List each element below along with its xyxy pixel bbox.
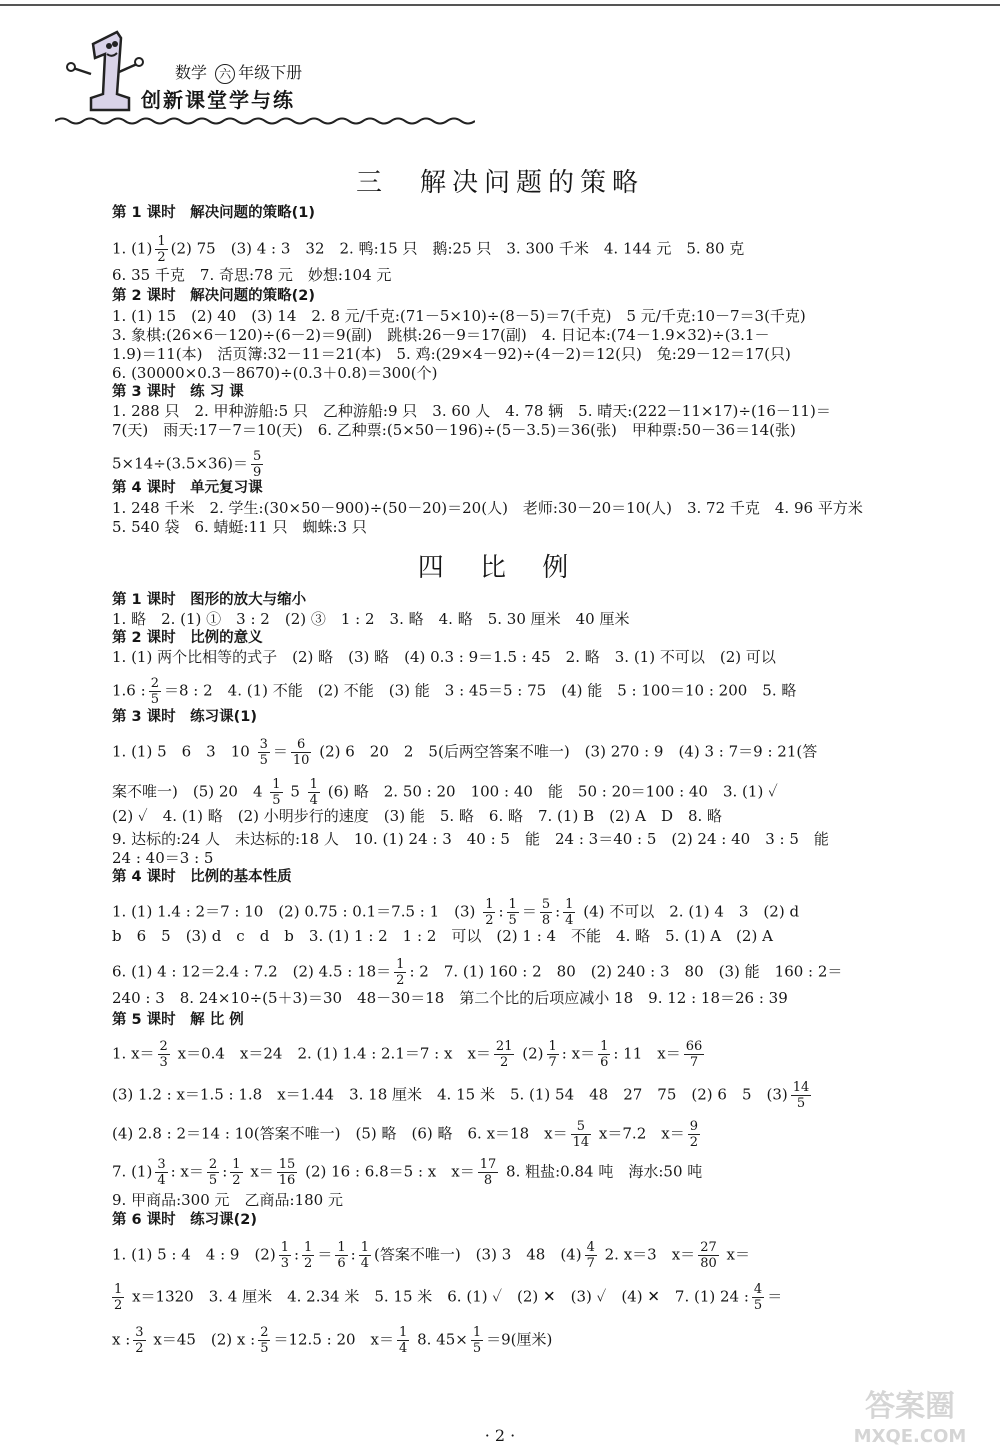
denominator: 5 xyxy=(796,1096,806,1111)
lesson-heading: 第 4 课时 单元复习课 xyxy=(112,480,263,496)
answer-text: ＝ xyxy=(272,742,288,761)
numerator: 1 xyxy=(360,1240,369,1255)
numerator: 3 xyxy=(135,1325,144,1340)
answer-text: 1. (1) xyxy=(112,239,153,258)
answer-text: 1. x＝ xyxy=(112,1044,155,1063)
numerator: 2 xyxy=(150,676,159,691)
answer-text: x＝ xyxy=(250,1162,274,1181)
answer-text: 1.6 : xyxy=(112,681,146,700)
answer-text: 1. (1) 1.4 : 2＝7 : 10 (2) 0.75 : 0.1＝7.5 : 1 (3) xyxy=(112,902,476,921)
numerator: 66 xyxy=(685,1039,703,1054)
numerator: 5 xyxy=(252,449,262,464)
answer-text: : 2 7. (1) 160 : 2 80 (2) 240 : 3 80 (3) 能 160 : 2＝ xyxy=(409,962,843,981)
denominator: 2 xyxy=(135,1341,144,1356)
numerator: 9 xyxy=(689,1119,698,1134)
fraction xyxy=(291,737,312,768)
answer-line: 5. 540 袋 6. 蜻蜓:11 只 蜘蛛:3 只 xyxy=(112,518,367,536)
answer-text: (2) xyxy=(522,1044,544,1063)
answer-line xyxy=(112,777,778,808)
fraction xyxy=(155,1157,167,1188)
numerator: 17 xyxy=(479,1157,497,1172)
numerator: 1 xyxy=(600,1039,609,1054)
fraction xyxy=(585,1240,597,1271)
lesson-heading: 第 3 课时 练 习 课 xyxy=(112,384,244,400)
answer-line xyxy=(112,1039,707,1070)
fraction xyxy=(752,1282,764,1313)
watermark-main: 答案圈 xyxy=(865,1389,955,1424)
answer-line xyxy=(112,234,744,265)
fraction xyxy=(478,1157,499,1188)
numerator: 1 xyxy=(232,1157,241,1172)
denominator: 2 xyxy=(304,1256,313,1271)
denominator: 16 xyxy=(278,1173,296,1188)
denominator: 4 xyxy=(157,1173,166,1188)
answer-line: 7(天) 雨天:17－7＝10(天) 6. 乙种票:(5×50－196)÷(5－3.5)＝36(张) 甲种票:50－36＝14(张) xyxy=(112,421,796,439)
answer-text: ＝ xyxy=(767,1287,783,1306)
answer-line: 1. 288 只 2. 甲种游船:5 只 乙种游船:9 只 3. 60 人 4. 78 辆 5. 晴天:(222－11×17)÷(16－11)＝ xyxy=(112,402,831,420)
top-rule xyxy=(0,4,1000,6)
answer-line xyxy=(112,1157,702,1188)
denominator: 4 xyxy=(565,913,574,928)
subject-grade-line xyxy=(175,60,302,84)
answer-text: x＝1320 3. 4 厘米 4. 2.34 米 5. 15 米 6. (1) ✓ (2) ✕ (3) ✓ (4) ✕ 7. (1) 24 : xyxy=(132,1287,749,1306)
answer-line: 1.9)＝11(本) 活页簿:32－11＝21(本) 5. 鸡:(29×4－92)÷(4－2)＝12(只) 兔:29－12＝17(只) xyxy=(112,345,791,363)
numerator: 6 xyxy=(291,737,312,753)
numerator: 2 xyxy=(208,1157,218,1172)
answer-text: : xyxy=(555,902,561,921)
answer-line: 1. 248 千米 2. 学生:(30×50－900)÷(50－20)＝20(人) 老师:30－20＝10(人) 3. 72 千克 4. 96 平方米 xyxy=(112,499,863,517)
denominator: 3 xyxy=(159,1055,168,1070)
lesson-heading: 第 6 课时 练习课(2) xyxy=(112,1212,258,1228)
answer-text: 5×14÷(3.5×36)＝ xyxy=(112,454,248,473)
numerator: 21 xyxy=(495,1039,513,1054)
denominator: 5 xyxy=(150,692,159,707)
denominator: 5 xyxy=(272,793,281,808)
fraction xyxy=(335,1240,347,1271)
wave-divider xyxy=(55,116,475,126)
answer-text: : 11 x＝ xyxy=(613,1044,681,1063)
denominator: 8 xyxy=(541,913,551,928)
numerator: 5 xyxy=(571,1119,592,1135)
numerator: 1 xyxy=(337,1240,346,1255)
numerator: 1 xyxy=(280,1240,289,1255)
fraction xyxy=(698,1240,719,1271)
answer-text: 1. (1) 5 6 3 10 xyxy=(112,742,250,761)
answer-line: b 6 5 (3) d c d b 3. (1) 1 : 2 1 : 2 可以 (2) 1 : 4 不能 4. 略 5. (1) A (2) A xyxy=(112,927,773,945)
answer-line: 1. (1) 15 (2) 40 (3) 14 2. 8 元/千克:(71－5×10)÷(8－5)＝7(千克) 5 元/千克:10－7＝3(千克) xyxy=(112,307,806,325)
answer-text: : x＝ xyxy=(170,1162,204,1181)
fraction xyxy=(494,1039,515,1070)
fraction xyxy=(207,1157,219,1188)
denominator: 10 xyxy=(292,753,310,768)
answer-text: ＝ xyxy=(521,902,537,921)
fraction xyxy=(571,1119,592,1150)
answer-line xyxy=(112,737,817,768)
answer-text: x＝7.2 x＝ xyxy=(598,1124,685,1143)
denominator: 80 xyxy=(700,1256,717,1271)
numerator: 2 xyxy=(159,1039,168,1054)
denominator: 4 xyxy=(309,793,318,808)
subject-label: 数学 xyxy=(175,63,208,82)
answer-text: (答案不唯一) (3) 3 48 (4) xyxy=(373,1245,582,1264)
denominator: 6 xyxy=(600,1055,609,1070)
answer-text: x＝ xyxy=(726,1245,750,1264)
numerator: 1 xyxy=(114,1282,123,1297)
answer-text: 5 xyxy=(290,782,300,801)
denominator: 7 xyxy=(689,1055,699,1070)
fraction xyxy=(540,897,552,928)
series-title: 创新课堂学与练 xyxy=(141,88,295,112)
denominator: 2 xyxy=(485,913,494,928)
fraction xyxy=(394,957,406,988)
numerator: 4 xyxy=(753,1282,763,1297)
answer-text: (6) 略 2. 50 : 20 100 : 40 能 50 : 20＝100 : 40 3. (1) ✓ xyxy=(327,782,778,801)
answer-text: 8. 45× xyxy=(417,1330,468,1349)
denominator: 6 xyxy=(337,1256,346,1271)
answer-line: 3. 象棋:(26×6－120)÷(6－2)＝9(副) 跳棋:26－9＝17(副) 4. 日记本:(74－1.9×32)÷(3.1－ xyxy=(112,326,770,344)
denominator: 5 xyxy=(259,753,268,768)
section-title-4 xyxy=(0,547,1000,584)
fraction xyxy=(277,1157,298,1188)
lesson-heading: 第 4 课时 比例的基本性质 xyxy=(112,869,292,885)
denominator: 5 xyxy=(508,913,517,928)
answer-line xyxy=(112,676,796,707)
numerator: 1 xyxy=(565,897,574,912)
answer-text: (3) 1.2 : x＝1.5 : 1.8 x＝1.44 3. 18 厘米 4. 15 米 5. (1) 54 48 27 75 (2) 6 5 (3) xyxy=(112,1085,788,1104)
answer-text: 6. (1) 4 : 12＝2.4 : 7.2 (2) 4.5 : 18＝ xyxy=(112,962,392,981)
answer-text: : xyxy=(498,902,504,921)
fraction xyxy=(158,1039,170,1070)
answer-text: 7. (1) xyxy=(112,1162,153,1181)
answer-text: : xyxy=(222,1162,228,1181)
answer-text: x＝45 (2) x : xyxy=(153,1330,256,1349)
fraction xyxy=(688,1119,700,1150)
answer-line xyxy=(112,1325,552,1356)
fraction xyxy=(359,1240,371,1271)
answer-line: 1. 略 2. (1) ① 3 : 2 (2) ③ 1 : 2 3. 略 4. 略 5. 30 厘米 40 厘米 xyxy=(112,610,630,628)
denominator: 5 xyxy=(260,1341,269,1356)
answer-text: ＝12.5 : 20 x＝ xyxy=(273,1330,395,1349)
answer-text: x : xyxy=(112,1330,131,1349)
numerator: 1 xyxy=(157,234,166,249)
fraction xyxy=(230,1157,242,1188)
numerator: 1 xyxy=(548,1039,557,1054)
denominator: 5 xyxy=(753,1298,763,1313)
denominator: 2 xyxy=(232,1173,241,1188)
answer-text: 1. (1) 5 : 4 4 : 9 (2) xyxy=(112,1245,276,1264)
numerator: 4 xyxy=(586,1240,595,1255)
answer-text: : xyxy=(293,1245,300,1264)
numerator: 1 xyxy=(472,1325,482,1340)
answer-line xyxy=(112,1119,703,1150)
answer-line: 240 : 3 8. 24×10÷(5＋3)＝30 48－30＝18 第二个比的后项应减小 18 9. 12 : 18＝26 : 39 xyxy=(112,989,788,1007)
denominator: 8 xyxy=(483,1173,493,1188)
lesson-heading: 第 2 课时 比例的意义 xyxy=(112,630,263,646)
numerator: 3 xyxy=(259,737,268,752)
numerator: 1 xyxy=(485,897,494,912)
lesson-heading: 第 1 课时 解决问题的策略(1) xyxy=(112,205,316,221)
answer-line: (2) ✓ 4. (1) 略 (2) 小明步行的速度 (3) 能 5. 略 6. 略 7. (1) B (2) A D 8. 略 xyxy=(112,807,723,825)
section-title-3: 三 解决问题的策略 xyxy=(355,168,644,198)
answer-line xyxy=(112,449,266,480)
denominator: 9 xyxy=(252,465,262,480)
denominator: 2 xyxy=(396,973,405,988)
answer-line: 6. (30000×0.3－8670)÷(0.3＋0.8)＝300(个) xyxy=(112,364,438,382)
fraction xyxy=(791,1080,812,1111)
watermark-url: MXQE.COM xyxy=(853,1426,967,1447)
fraction xyxy=(270,777,282,808)
book-header xyxy=(55,24,475,124)
fraction xyxy=(483,897,495,928)
numerator: 1 xyxy=(272,777,281,792)
numerator: 1 xyxy=(396,957,405,972)
answer-text: 2. x＝3 x＝ xyxy=(604,1245,696,1264)
numerator: 1 xyxy=(399,1325,408,1340)
answer-text: ＝9(厘米) xyxy=(486,1330,553,1349)
denominator: 3 xyxy=(280,1256,289,1271)
denominator: 7 xyxy=(586,1256,595,1271)
answer-line: 9. 甲商品:300 元 乙商品:180 元 xyxy=(112,1191,343,1209)
denominator: 2 xyxy=(500,1055,509,1070)
fraction xyxy=(133,1325,145,1356)
answer-text: ＝8 : 2 4. (1) 不能 (2) 不能 (3) 能 3 : 45＝5 : 75 (4) 能 5 : 100＝10 : 200 5. 略 xyxy=(163,681,797,700)
answer-text: (2) 75 (3) 4 : 3 32 2. 鸭:15 只 鹅:25 只 3. 300 千米 4. 144 元 5. 80 克 xyxy=(170,239,745,258)
denominator: 14 xyxy=(572,1135,590,1150)
answer-line xyxy=(112,1282,782,1313)
numerator: 1 xyxy=(304,1240,313,1255)
numerator: 3 xyxy=(157,1157,166,1172)
answer-line: 6. 35 千克 7. 奇思:78 元 妙想:104 元 xyxy=(112,266,392,284)
answer-line: 9. 达标的:24 人 未达标的:18 人 10. (1) 24 : 3 40 : 5 能 24 : 3＝40 : 5 (2) 24 : 40 3 : 5 能 xyxy=(112,830,829,848)
denominator: 5 xyxy=(208,1173,218,1188)
fraction xyxy=(149,676,161,707)
denominator: 4 xyxy=(399,1341,408,1356)
watermark-logo xyxy=(830,1380,990,1450)
answer-line: 24 : 40＝3 : 5 xyxy=(112,849,214,867)
fraction xyxy=(684,1039,705,1070)
answer-text: ＝ xyxy=(317,1245,333,1264)
fraction xyxy=(258,737,270,768)
answer-text: : x＝ xyxy=(561,1044,596,1063)
grade-label: 年级下册 xyxy=(238,63,303,82)
fraction xyxy=(251,449,263,480)
answer-text: (2) 6 20 2 5(后两空答案不唯一) (3) 270 : 9 (4) 3 : 7＝9 : 21(答 xyxy=(319,742,818,761)
answer-text: : xyxy=(350,1245,356,1264)
numerator: 2 xyxy=(260,1325,269,1340)
answer-text: 8. 粗盐:0.84 吨 海水:50 吨 xyxy=(506,1162,703,1181)
fraction xyxy=(155,234,167,265)
numerator: 1 xyxy=(508,897,517,912)
numerator: 5 xyxy=(541,897,551,912)
numerator: 1 xyxy=(309,777,318,792)
answer-text: (4) 2.8 : 2＝14 : 10(答案不唯一) (5) 略 (6) 略 6. x＝18 x＝ xyxy=(112,1124,568,1143)
answer-text: 案不唯一) (5) 20 4 xyxy=(112,782,263,801)
answer-line: 1. (1) 两个比相等的式子 (2) 略 (3) 略 (4) 0.3 : 9＝1.5 : 45 2. 略 3. (1) 不可以 (2) 可以 xyxy=(112,648,776,666)
numerator: 15 xyxy=(278,1157,296,1172)
fraction xyxy=(279,1240,291,1271)
denominator: 2 xyxy=(157,250,166,265)
lesson-heading: 第 3 课时 练习课(1) xyxy=(112,709,258,725)
answer-line xyxy=(112,1240,750,1271)
numerator: 27 xyxy=(700,1240,717,1255)
fraction xyxy=(547,1039,559,1070)
fraction xyxy=(471,1325,483,1356)
lesson-heading: 第 2 课时 解决问题的策略(2) xyxy=(112,288,316,304)
page-number: · 2 · xyxy=(484,1426,516,1445)
denominator: 4 xyxy=(360,1256,369,1271)
section-title-text: 四 比 例 xyxy=(417,553,583,583)
answer-line xyxy=(112,1080,814,1111)
numerator: 14 xyxy=(792,1080,810,1095)
answer-text: (4) 不可以 2. (1) 4 3 (2) d xyxy=(583,902,800,921)
fraction xyxy=(598,1039,610,1070)
fraction xyxy=(302,1240,314,1271)
answer-text: (2) 16 : 6.8＝5 : x x＝ xyxy=(305,1162,475,1181)
fraction xyxy=(397,1325,409,1356)
fraction xyxy=(258,1325,270,1356)
denominator: 2 xyxy=(689,1135,698,1150)
answer-line xyxy=(112,957,842,988)
denominator: 7 xyxy=(548,1055,557,1070)
fraction xyxy=(563,897,575,928)
fraction xyxy=(308,777,320,808)
grade-circle-mark: 六 xyxy=(215,64,235,84)
fraction xyxy=(112,1282,124,1313)
denominator: 5 xyxy=(472,1341,482,1356)
lesson-heading: 第 1 课时 图形的放大与缩小 xyxy=(112,592,307,608)
answer-line xyxy=(112,897,799,928)
lesson-heading: 第 5 课时 解 比 例 xyxy=(112,1012,244,1028)
denominator: 2 xyxy=(114,1298,123,1313)
answer-text: x＝0.4 x＝24 2. (1) 1.4 : 2.1＝7 : x x＝ xyxy=(177,1044,491,1063)
fraction xyxy=(507,897,519,928)
